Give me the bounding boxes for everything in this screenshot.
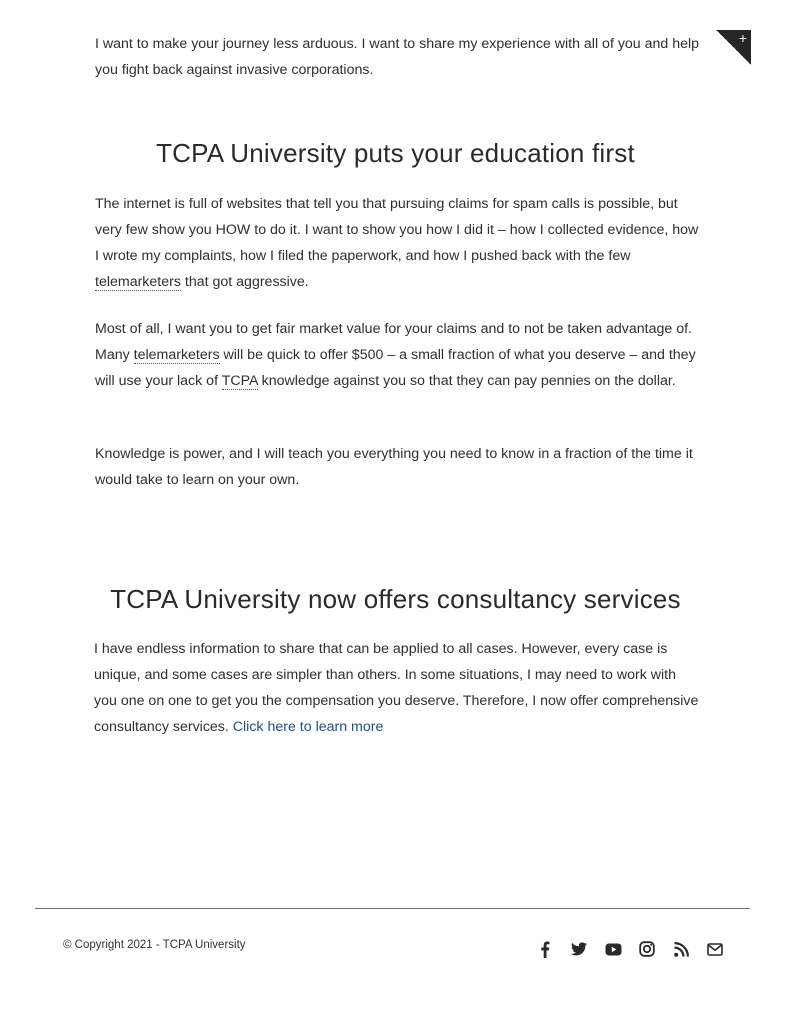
text-span: that got aggressive. — [180, 274, 309, 290]
plus-icon: + — [738, 30, 747, 46]
text-span: knowledge against you so that they can pay pennies on the dollar. — [257, 373, 676, 389]
twitter-icon[interactable] — [562, 938, 596, 960]
text-span: I have endless information to share that can be applied to all cases. However, every case is unique, and some cases are simpler than others. In some situations, I may need to work with you one on one to get you the compensation you deserve. Therefore, I now offer comprehensive consultancy services. — [94, 641, 699, 735]
instagram-icon[interactable] — [630, 938, 664, 960]
education-paragraph-2 — [95, 316, 700, 394]
learn-more-link[interactable]: Click here to learn more — [232, 719, 384, 735]
text-span: The internet is full of websites that tell you that pursuing claims for spam calls is possible, but very few show you HOW to do it. I want to show you how I did it – how I collected evidence, how I wrote my complaints, how I filed the paperwork, and how I pushed back with the few — [95, 196, 699, 264]
glossary-term-telemarketers[interactable]: telemarketers — [95, 274, 181, 290]
text-span: Most of all, I want you to get fair market value for your claims and to not be taken advantage of. Many — [95, 321, 692, 363]
intro-paragraph: I want to make your journey less arduous. I want to share my experience with all of you and help you fight back against invasive corporations. — [95, 36, 700, 78]
glossary-term-telemarketers[interactable]: telemarketers — [133, 347, 220, 363]
text-span: will be quick to offer $500 – a small fraction of what you deserve – and they will use your lack of — [95, 347, 696, 389]
copyright-text: © Copyright 2021 - TCPA University — [63, 939, 246, 951]
youtube-icon[interactable] — [596, 938, 630, 960]
consultancy-paragraph — [94, 636, 699, 740]
rss-icon[interactable] — [664, 938, 698, 960]
facebook-icon[interactable] — [528, 938, 562, 960]
education-paragraph-1 — [95, 191, 700, 295]
education-paragraph-3: Knowledge is power, and I will teach you everything you need to know in a fraction of the time it would take to learn on your own. — [95, 446, 693, 488]
social-links — [528, 938, 732, 960]
section-heading-education: TCPA University puts your education first — [156, 138, 635, 168]
footer-divider — [35, 908, 750, 909]
glossary-term-tcpa[interactable]: TCPA — [221, 373, 258, 389]
section-heading-consultancy: TCPA University now offers consultancy services — [110, 584, 681, 614]
mail-icon[interactable] — [698, 938, 732, 960]
expand-corner-toggle[interactable] — [716, 30, 751, 65]
